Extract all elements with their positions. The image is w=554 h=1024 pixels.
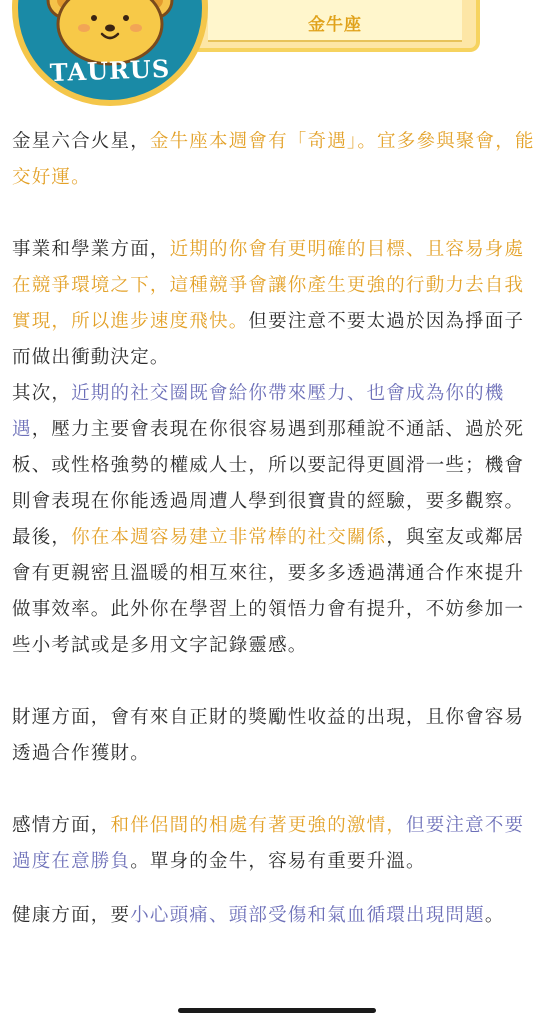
highlight-segment: 近期的社交圈既會給你帶來壓力、也會成為你的機遇 [12, 383, 505, 440]
taurus-badge [12, 0, 208, 106]
career-paragraph [12, 232, 542, 376]
highlight-segment: 金牛座本週會有「奇遇」。宜多參與聚會，能交好運。 [12, 131, 535, 188]
paragraph-spacer [12, 196, 542, 232]
text-segment: 但要注意不要太過於因為掙面子而做出衝動決定。 [12, 311, 525, 368]
text-segment: 。 [484, 905, 505, 926]
header [0, 0, 554, 120]
paragraph-spacer [12, 772, 542, 808]
banner-title: 金牛座 [308, 15, 362, 35]
highlight-segment: 近期的你會有更明確的目標、且容易身處在競爭環境之下，這種競爭會讓你產生更強的行動力去自我實現，所以進步速度飛快。 [12, 239, 525, 332]
highlight-segment: 但要注意不要過度在意勝負 [12, 815, 525, 872]
title-banner-inner [208, 0, 462, 42]
relationship-paragraph [12, 520, 542, 664]
love-paragraph [12, 808, 542, 880]
social-paragraph [12, 376, 542, 520]
text-segment: 金星六合火星， [12, 131, 150, 152]
highlight-segment: 小心頭痛、頭部受傷和氣血循環出現問題 [130, 905, 485, 926]
text-segment: 最後， [12, 527, 72, 548]
text-segment: ，與室友或鄰居會有更親密且溫暖的相互來往，要多多透過溝通合作來提升做事效率。此外你在學習上的領悟力會有提升，不妨參加一些小考試或是多用文字記錄靈感。 [12, 527, 525, 656]
text-segment: ，壓力主要會表現在你很容易遇到那種說不通話、過於死板、或性格強勢的權威人士，所以要記得更圓滑一些；機會則會表現在你能透過周遭人學到很寶貴的經驗，要多觀察。 [12, 419, 525, 512]
highlight-segment: 和伴侶間的相處有著更強的激情， [110, 815, 407, 836]
wealth-paragraph [12, 700, 542, 772]
title-banner [190, 0, 480, 52]
text-segment: 。單身的金牛，容易有重要升溫。 [130, 851, 426, 872]
text-segment: 健康方面，要 [12, 905, 131, 926]
text-segment: 事業和學業方面， [12, 239, 170, 260]
paragraph-spacer [12, 880, 542, 898]
text-segment: 其次， [12, 383, 72, 404]
badge-label: TAURUS [49, 53, 171, 88]
intro-paragraph [12, 124, 542, 196]
paragraph-spacer [12, 664, 542, 700]
text-segment: 感情方面， [12, 815, 111, 836]
horoscope-content [12, 124, 542, 934]
home-indicator[interactable] [178, 1008, 376, 1013]
health-paragraph [12, 898, 542, 934]
text-segment: 財運方面，會有來自正財的獎勵性收益的出現，且你會容易透過合作獲財。 [12, 707, 525, 764]
highlight-segment: 你在本週容易建立非常棒的社交關係 [71, 527, 387, 548]
